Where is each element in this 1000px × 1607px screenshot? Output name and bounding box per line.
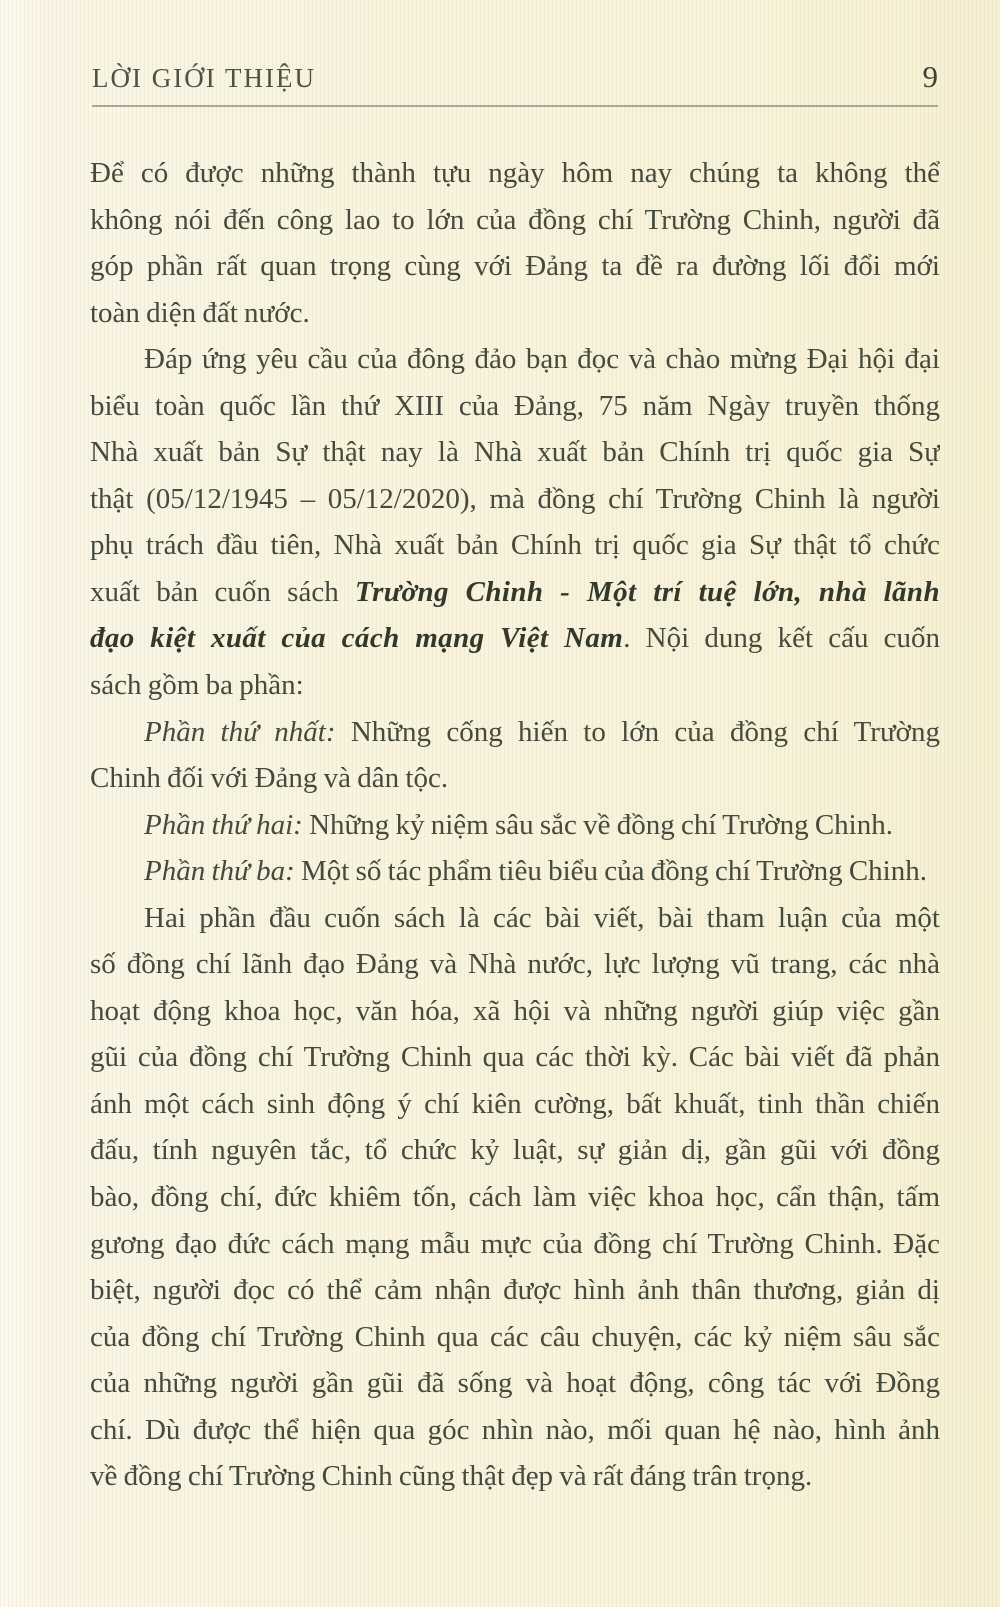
text-segment: Những cống hiến to lớn của đồng chí Trường bbox=[335, 715, 940, 748]
running-title: LỜI GIỚI THIỆU bbox=[92, 63, 316, 93]
header-rule bbox=[92, 105, 938, 107]
text-line bbox=[90, 336, 940, 383]
body-text bbox=[90, 150, 940, 1500]
paragraph bbox=[90, 802, 940, 849]
text-line bbox=[90, 150, 940, 197]
page-header bbox=[92, 60, 938, 95]
text-line bbox=[90, 1407, 940, 1454]
text-line bbox=[90, 1127, 940, 1174]
text-segment: không nói đến công lao to lớn của đồng chí Trường Chinh, người đã bbox=[90, 203, 940, 236]
paragraph bbox=[90, 709, 940, 802]
text-segment: gương đạo đức cách mạng mẫu mực của đồng chí Trường Chinh. Đặc bbox=[90, 1227, 940, 1260]
text-segment: sách gồm ba phần: bbox=[90, 669, 304, 702]
text-segment: Đáp ứng yêu cầu của đông đảo bạn đọc và chào mừng Đại hội đại bbox=[144, 343, 940, 376]
text-line bbox=[90, 1034, 940, 1081]
text-segment: bào, đồng chí, đức khiêm tốn, cách làm việc khoa học, cẩn thận, tấm bbox=[90, 1181, 940, 1214]
text-line bbox=[90, 522, 940, 569]
text-line bbox=[90, 895, 940, 942]
text-line bbox=[90, 1314, 940, 1361]
text-segment: xuất bản cuốn sách bbox=[90, 575, 356, 608]
book-title-text: Trường Chinh - Một trí tuệ lớn, nhà lãnh bbox=[355, 575, 940, 608]
text-line bbox=[90, 1221, 940, 1268]
text-line bbox=[90, 709, 940, 756]
section-label-text: Phần thứ ba: bbox=[144, 855, 295, 888]
text-line bbox=[90, 1174, 940, 1221]
text-line bbox=[90, 569, 940, 616]
text-line bbox=[90, 429, 940, 476]
text-segment: góp phần rất quan trọng cùng với Đảng ta đề ra đường lối đổi mới bbox=[90, 250, 940, 283]
text-line bbox=[90, 383, 940, 430]
text-line bbox=[90, 476, 940, 523]
text-segment: biệt, người đọc có thể cảm nhận được hình ảnh thân thương, giản dị bbox=[90, 1274, 940, 1307]
text-segment: về đồng chí Trường Chinh cũng thật đẹp và rất đáng trân trọng. bbox=[90, 1460, 813, 1493]
text-line bbox=[90, 755, 940, 802]
text-segment: ánh một cách sinh động ý chí kiên cường, bất khuất, tinh thần chiến bbox=[90, 1087, 940, 1120]
paragraph bbox=[90, 150, 940, 336]
text-line bbox=[90, 290, 940, 337]
text-line bbox=[90, 662, 940, 709]
text-segment: thật (05/12/1945 – 05/12/2020), mà đồng chí Trường Chinh là người bbox=[90, 482, 940, 515]
text-line bbox=[90, 802, 940, 849]
text-line bbox=[90, 1267, 940, 1314]
paragraph bbox=[90, 895, 940, 1500]
text-segment: Một số tác phẩm tiêu biểu của đồng chí Trường Chinh. bbox=[294, 855, 927, 888]
paragraph bbox=[90, 336, 940, 708]
text-segment: Chinh đối với Đảng và dân tộc. bbox=[90, 762, 449, 795]
text-segment: gũi của đồng chí Trường Chinh qua các thời kỳ. Các bài viết đã phản bbox=[90, 1041, 940, 1074]
text-segment: toàn diện đất nước. bbox=[90, 296, 310, 329]
text-line bbox=[90, 941, 940, 988]
text-segment: của những người gần gũi đã sống và hoạt động, công tác với Đồng bbox=[90, 1367, 940, 1400]
paragraph bbox=[90, 848, 940, 895]
text-line bbox=[90, 848, 940, 895]
text-line bbox=[90, 1081, 940, 1128]
text-segment: đấu, tính nguyên tắc, tổ chức kỷ luật, sự giản dị, gần gũi với đồng bbox=[90, 1134, 940, 1167]
text-segment: chí. Dù được thể hiện qua góc nhìn nào, mối quan hệ nào, hình ảnh bbox=[90, 1413, 940, 1446]
text-segment: biểu toàn quốc lần thứ XIII của Đảng, 75 năm Ngày truyền thống bbox=[90, 389, 940, 422]
text-line bbox=[90, 243, 940, 290]
text-segment: Để có được những thành tựu ngày hôm nay chúng ta không thể bbox=[90, 157, 940, 189]
text-segment: của đồng chí Trường Chinh qua các câu chuyện, các kỷ niệm sâu sắc bbox=[90, 1320, 940, 1353]
page-number: 9 bbox=[922, 59, 938, 94]
text-line bbox=[90, 988, 940, 1035]
text-line bbox=[90, 1360, 940, 1407]
section-label-text: Phần thứ hai: bbox=[144, 808, 303, 841]
text-segment: Hai phần đầu cuốn sách là các bài viết, bài tham luận của một bbox=[144, 901, 940, 934]
text-line bbox=[90, 197, 940, 244]
text-segment: . Nội dung kết cấu cuốn bbox=[623, 622, 940, 655]
text-segment: phụ trách đầu tiên, Nhà xuất bản Chính trị quốc gia Sự thật tổ chức bbox=[90, 529, 940, 562]
text-segment: hoạt động khoa học, văn hóa, xã hội và những người giúp việc gần bbox=[90, 994, 940, 1027]
text-segment: số đồng chí lãnh đạo Đảng và Nhà nước, lực lượng vũ trang, các nhà bbox=[90, 948, 940, 981]
text-line bbox=[90, 1453, 940, 1500]
text-segment: Nhà xuất bản Sự thật nay là Nhà xuất bản Chính trị quốc gia Sự bbox=[90, 436, 940, 469]
book-title-text: đạo kiệt xuất của cách mạng Việt Nam bbox=[90, 622, 624, 655]
text-line bbox=[90, 615, 940, 662]
text-segment: Những kỷ niệm sâu sắc về đồng chí Trường Chinh. bbox=[302, 808, 893, 841]
section-label-text: Phần thứ nhất: bbox=[144, 715, 336, 748]
